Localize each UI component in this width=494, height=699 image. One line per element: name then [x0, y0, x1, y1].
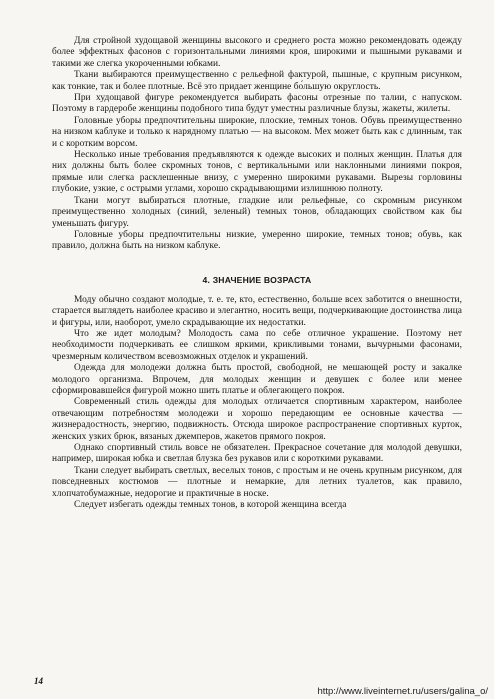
paragraph: Что же идет молодым? Молодость сама по себе отличное украшение. Поэтому нет необходимости подчеркивать ее слишком яркими, крикливыми тонами, вычурными фасонами, чрезмерным количеством всевозможных отделок и украшений. [52, 328, 462, 362]
paragraph: Следует избегать одежды темных тонов, в которой женщина всегда [74, 500, 347, 511]
page-body [52, 36, 462, 511]
paragraph: Головные уборы предпочтительны широкие, плоские, темных тонов. Обувь преимущественно на низком каблуке и только к нарядному платью — на высоком. Мех может быть как с длинным, так и с коротким ворсом. [52, 115, 462, 149]
paragraph: Моду обычно создают молодые, т. е. те, кто, естественно, больше всех заботится о внешности, старается выглядеть наиболее красиво и элегантно, носить вещи, подчеркивающие достоинства лица и фигуры, или, наоборот, умело скрадывающие их недостатки. [52, 294, 462, 328]
paragraph: Ткани выбираются преимущественно с рельефной фактурой, пышные, с крупным рисунком, как тонкие, так и более плотные. Всё это придает женщине бо́льшую округлость. [52, 70, 462, 92]
watermark-url: http://www.liveinternet.ru/users/galina_o/ [317, 686, 488, 697]
paragraph: Однако спортивный стиль вовсе не обязателен. Прекрасное сочетание для молодой девушки, например, широкая юбка и светлая блузка без рукавов или с короткими рукавами. [52, 443, 462, 465]
paragraph: При худощавой фигуре рекомендуется выбирать фасоны отрезные по талии, с напуском. Поэтому в гардеробе женщины подобного типа будут уместны различные блузы, жакеты, жилеты. [52, 93, 462, 115]
section-heading: 4. ЗНАЧЕНИЕ ВОЗРАСТА [202, 274, 312, 285]
paragraph: Ткани могут выбираться плотные, гладкие или рельефные, со скромным рисунком преимущественно холодных (синий, зеленый) темных тонов, обладающих свойством как бы уменьшать фигуру. [52, 195, 462, 229]
page-number: 14 [34, 676, 43, 686]
paragraph: Головные уборы предпочтительны низкие, умеренно широкие, темных тонов; обувь, как правило, должна быть на низком каблуке. [52, 229, 462, 252]
paragraph: Для стройной худощавой женщины высокого и среднего роста можно рекомендовать одежду более эффектных фасонов с горизонтальными линиями кроя, широкими и пышными рукавами и такими же слегка укороченными юбками. [52, 36, 462, 69]
paragraph: Одежда для молодежи должна быть простой, свободной, не мешающей росту и закалке молодого организма. Впрочем, для молодых женщин и девушек с более или менее сформировавшейся фигурой можно шить платье и облегающего покроя. [52, 363, 462, 396]
paragraph: Современный стиль одежды для молодых отличается спортивным характером, наиболее отвечающим потребностям молодежи и хорошо передающим ее основные качества — жизнерадостность, энергию, подвижность. Отсюда широкое распространение спортивных курток, женских узких брюк, вязаных джемперов, жакетов прямого покроя. [52, 397, 462, 442]
paragraph: Ткани следует выбирать светлых, веселых тонов, с простым и не очень крупным рисунком, для повседневных костюмов — плотные и немаркие, для летних туалетов, как правило, хлопчатобумажные, недорогие и практичные в носке. [52, 465, 462, 499]
paragraph: Несколько иные требования предъявляются к одежде высоких и полных женщин. Платья для них должны быть более скромных тонов, с вертикальными или наклонными линиями покроя, прямые или слегка расклешенные внизу, с умеренно широкими рукавами. Вырезы горловины глубокие, узкие, с острыми углами, хорошо скрадывающими излишнюю полноту. [52, 150, 462, 195]
